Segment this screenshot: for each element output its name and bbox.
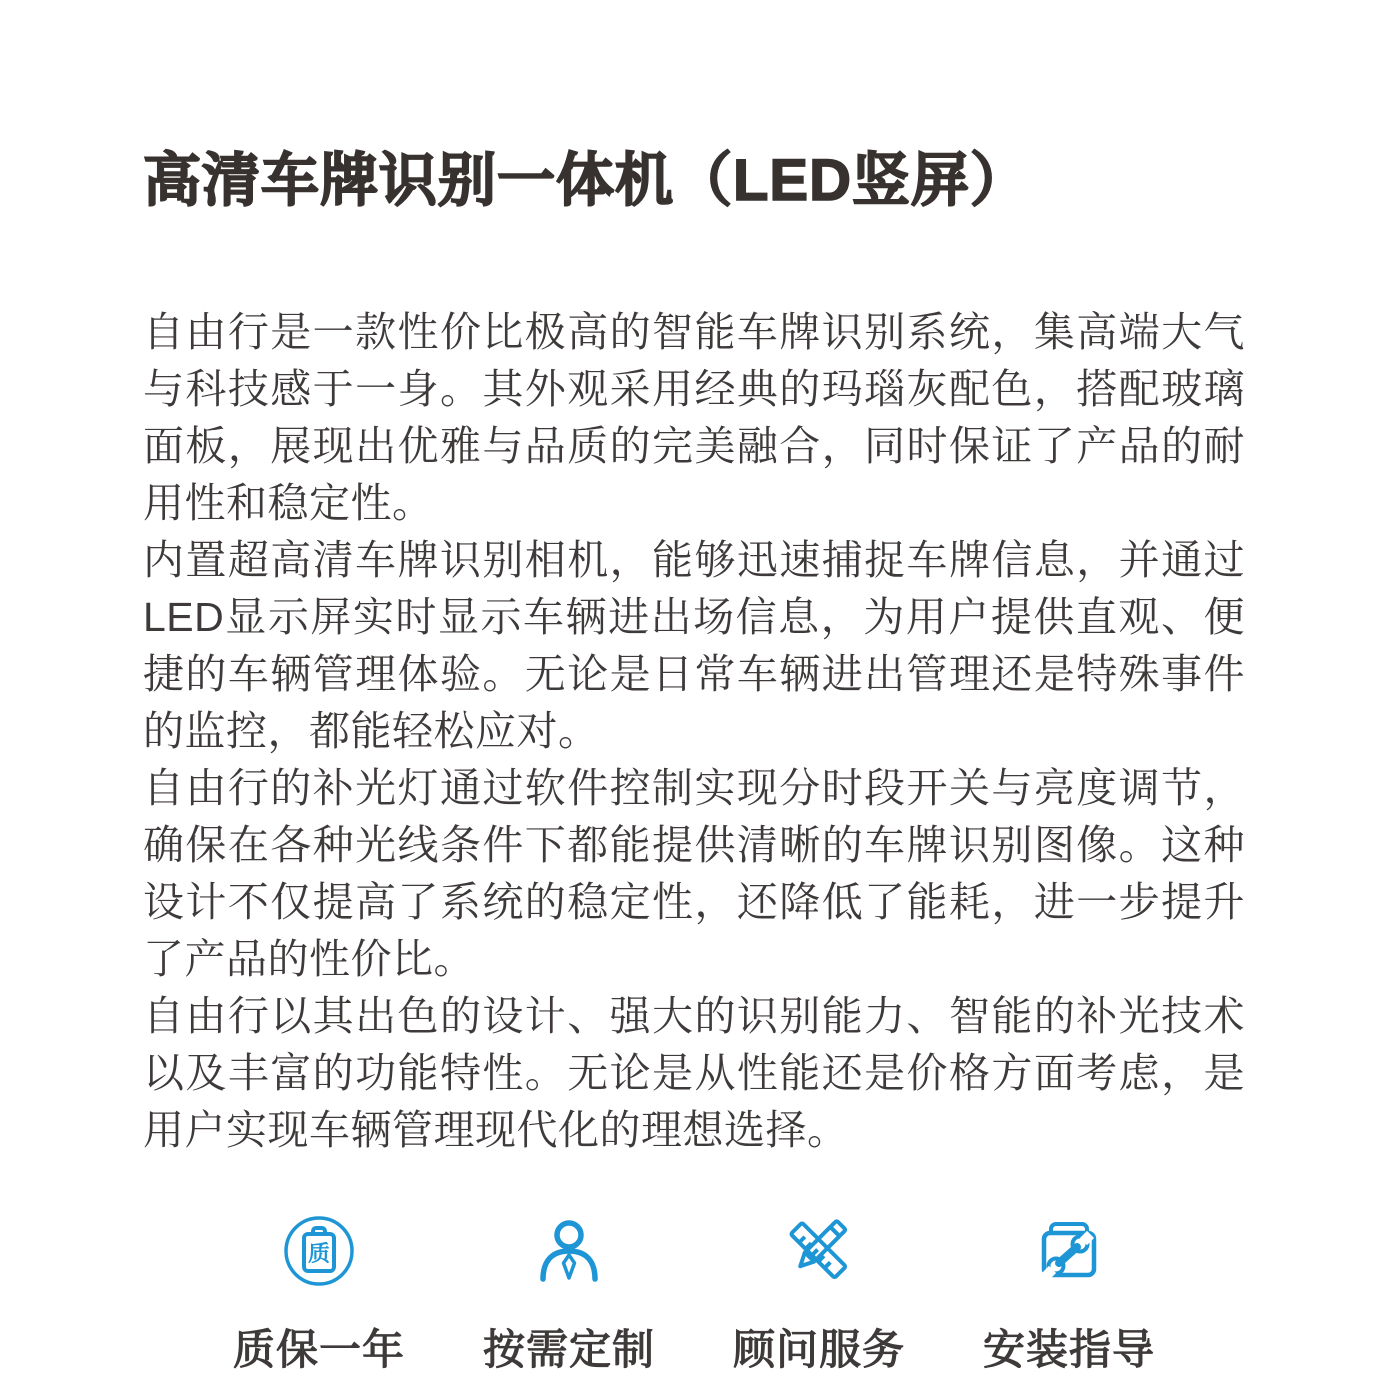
feature-consulting [694, 1211, 944, 1377]
tailor-person-icon [444, 1211, 694, 1291]
page-title: 高清车牌识别一体机（LED竖屏） [143, 148, 1030, 213]
product-description [143, 304, 1245, 1159]
consultant-tools-icon [694, 1211, 944, 1291]
description-paragraph: 自由行以其出色的设计、强大的识别能力、智能的补光技术以及丰富的功能特性。无论是从性能还是价格方面考虑，是用户实现车辆管理现代化的理想选择。 [143, 993, 1245, 1153]
feature-customization [444, 1211, 694, 1377]
svg-text:质: 质 [307, 1241, 331, 1266]
service-features-row [143, 1211, 1245, 1377]
feature-warranty [194, 1211, 444, 1377]
warranty-badge-icon [194, 1211, 444, 1291]
feature-label: 安装指导 [982, 1326, 1155, 1373]
feature-label: 按需定制 [482, 1326, 655, 1373]
feature-label: 顾问服务 [732, 1326, 905, 1373]
feature-installation [944, 1211, 1194, 1377]
description-paragraph: 自由行是一款性价比极高的智能车牌识别系统，集高端大气与科技感于一身。其外观采用经典的玛瑙灰配色，搭配玻璃面板，展现出优雅与品质的完美融合，同时保证了产品的耐用性和稳定性。 [143, 309, 1245, 526]
description-paragraph: 内置超高清车牌识别相机，能够迅速捕捉车牌信息，并通过LED显示屏实时显示车辆进出场信息，为用户提供直观、便捷的车辆管理体验。无论是日常车辆进出管理还是特殊事件的监控，都能轻松应对。 [143, 537, 1245, 754]
feature-label: 质保一年 [232, 1326, 405, 1373]
description-paragraph: 自由行的补光灯通过软件控制实现分时段开关与亮度调节，确保在各种光线条件下都能提供清晰的车牌识别图像。这种设计不仅提高了系统的稳定性，还降低了能耗，进一步提升了产品的性价比。 [143, 765, 1245, 982]
install-toolbox-icon [944, 1211, 1194, 1291]
